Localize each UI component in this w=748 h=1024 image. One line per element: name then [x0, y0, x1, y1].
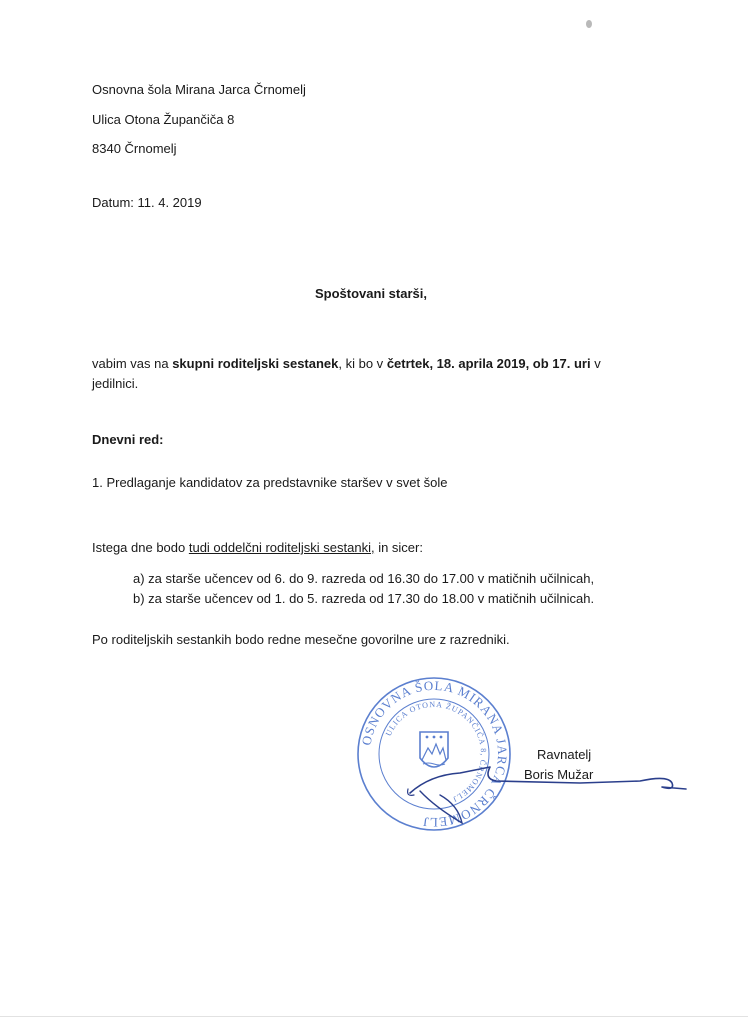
meeting-datetime: četrtek, 18. aprila 2019, ob 17. — [386, 356, 571, 371]
class-meetings-item-b: b) za starše učencev od 1. do 5. razreda od 17.30 do 18.00 v matičnih učilnicah. — [133, 591, 595, 606]
closing-sentence: Po roditeljskih sestankih bodo redne mesečne govorilne ure z razredniki. — [92, 632, 510, 647]
letter-date: Datum: 11. 4. 2019 — [92, 195, 202, 210]
agenda-heading: Dnevni red: — [92, 432, 164, 447]
invitation-line-1: vabim vas na skupni roditeljski sestanek, ki bo v četrtek, 18. aprila 2019, ob 17. uri v — [92, 356, 601, 371]
sender-city: 8340 Črnomelj — [92, 141, 177, 156]
invitation-line-2: jedilnici. — [92, 376, 139, 391]
agenda-item-1: 1. Predlaganje kandidatov za predstavnike staršev v svet šole — [92, 475, 448, 490]
class-meetings-underlined: tudi oddelčni roditeljski sestanki, — [188, 540, 375, 555]
class-meetings-intro: Istega dne bodo tudi oddelčni roditeljski sestanki, in sicer: — [92, 540, 423, 555]
scan-speck — [586, 20, 592, 28]
stamp-inner-text: ULICA OTONA ŽUPANČIČA 8, ČRNOMELJ — [383, 699, 489, 804]
handwritten-signature — [400, 745, 700, 835]
greeting: Spoštovani starši, — [315, 286, 427, 301]
meeting-type: skupni roditeljski sestanek — [172, 356, 339, 371]
sender-street: Ulica Otona Župančiča 8 — [92, 112, 235, 127]
stamp-outer-text: OSNOVNA ŠOLA MIRANA JARCA ČRNOMELJ — [358, 677, 511, 831]
sender-school: Osnovna šola Mirana Jarca Črnomelj — [92, 82, 306, 97]
class-meetings-item-a: a) za starše učencev od 6. do 9. razreda od 16.30 do 17.00 v matičnih učilnicah, — [133, 571, 595, 586]
scan-edge-line — [0, 1016, 748, 1017]
signatory-title: Ravnatelj — [537, 747, 592, 762]
signatory-name: Boris Mužar — [524, 767, 594, 782]
